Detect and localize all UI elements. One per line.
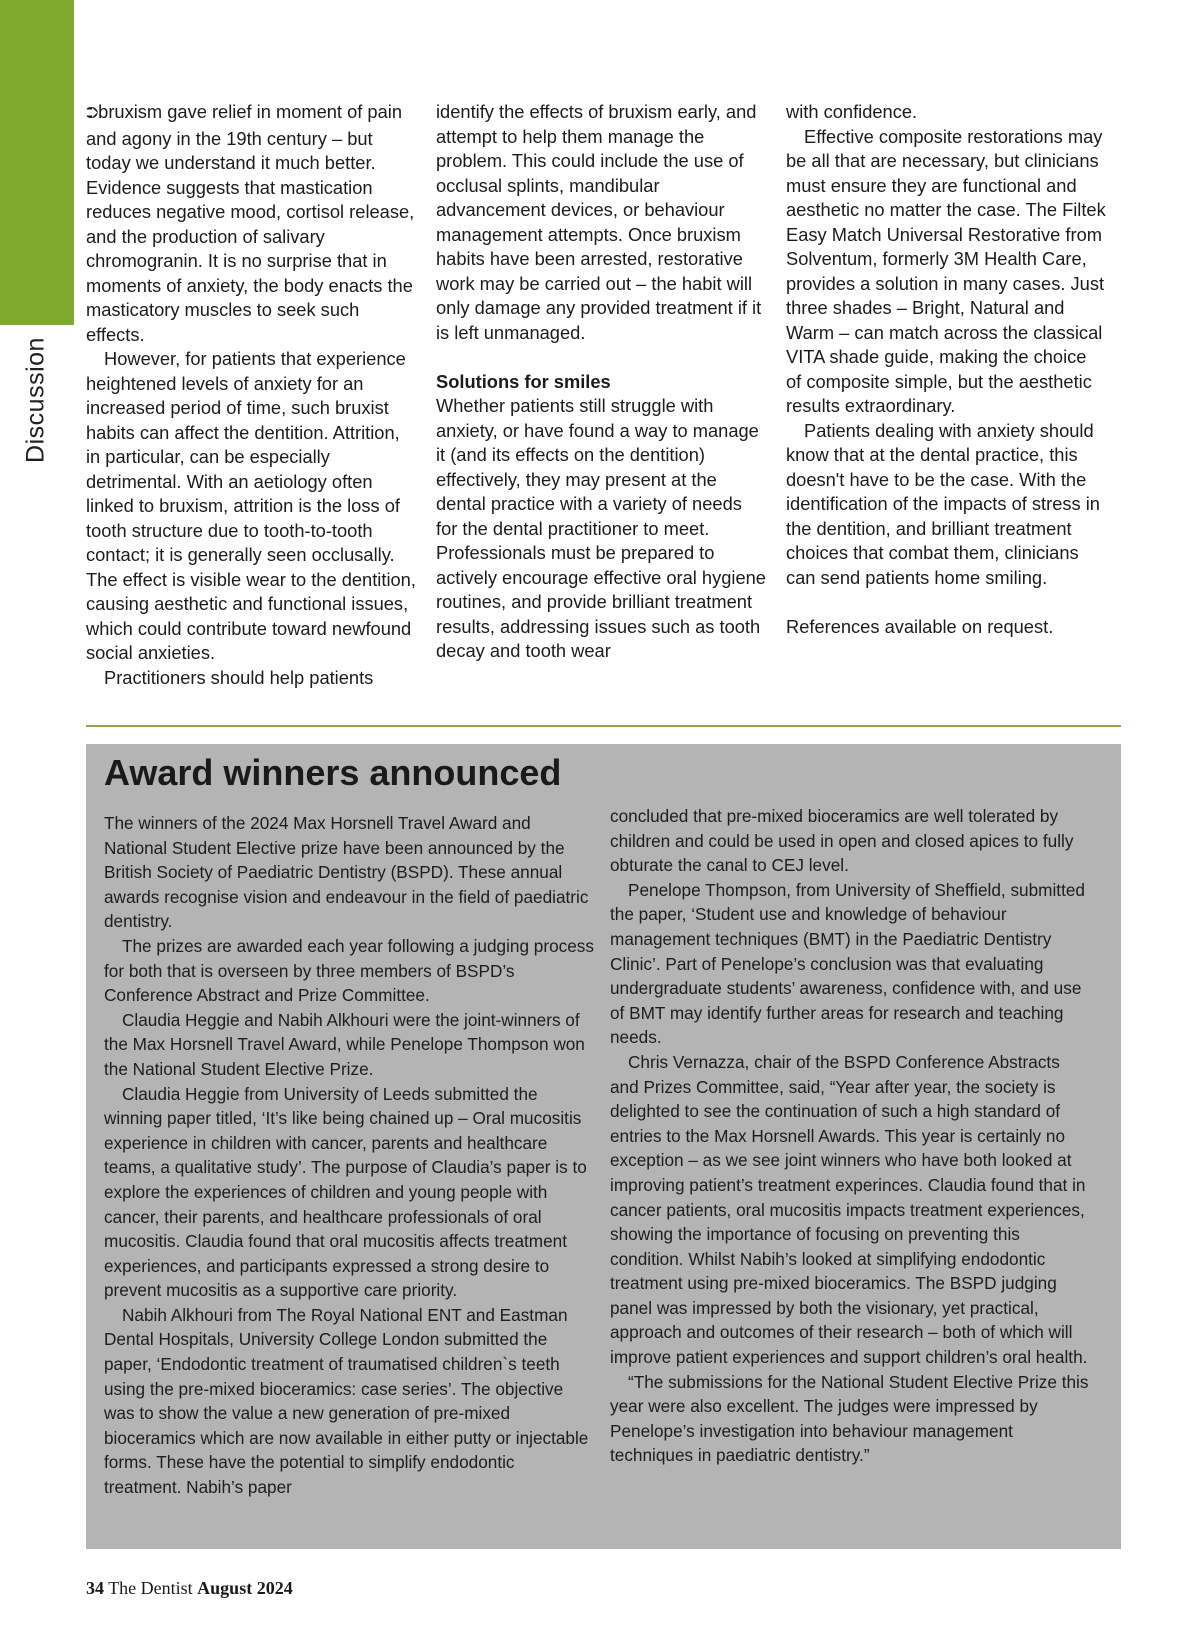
article-column-3	[786, 100, 1106, 639]
box-right-paragraph-3: Chris Vernazza, chair of the BSPD Conference Abstracts and Prizes Committee, said, “Year after year, the society is delighted to see the continuation of such a high standard of entries to the Max Horsnell Awards. This year is certainly no exception – as we see joint winners who have both looked at improving patient’s treatment experinces. Claudia found that in cancer patients, oral mucositis impacts treatment experiences, showing the importance of focusing on preventing this condition. Whilst Nabih’s looked at simplifying endodontic treatment using pre-mixed bioceramics. The BSPD judging panel was impressed by both the visionary, yet practical, approach and outcomes of their research – both of which will improve patient experiences and support children’s oral health.	[610, 1051, 1088, 1368]
publication-name: The Dentist	[108, 1578, 193, 1598]
article-column-2	[436, 100, 766, 664]
section-divider	[86, 725, 1121, 727]
box-left-paragraph-4: Claudia Heggie from University of Leeds submitted the winning paper titled, ‘It’s like being chained up – Oral mucositis experience in children with cancer, parents and healthcare teams, a qualitative study’. The purpose of Claudia’s paper is to explore the experiences of children and young people with cancer, their parents, and healthcare professionals of oral mucositis. Claudia found that oral mucositis affects treatment experiences, and participants expressed a strong desire to prevent mucositis as a supportive care priority.	[104, 1083, 587, 1301]
column1-paragraph-2: However, for patients that experience heightened levels of anxiety for an increased period of time, such bruxist habits can affect the dentition. Attrition, in particular, can be especially detrimental. With an aetiology often linked to bruxism, attrition is the loss of tooth structure due to tooth-to-tooth contact; it is generally seen occlusally. The effect is visible wear to the dentition, causing aesthetic and functional issues, which could contribute toward newfound social anxieties.	[86, 348, 416, 663]
column1-paragraph-3: Practitioners should help patients	[104, 666, 374, 688]
award-news-box	[86, 744, 1121, 1549]
column3-paragraph-1: with confidence.	[786, 101, 918, 122]
box-right-paragraph-2: Penelope Thompson, from University of Sheffield, submitted the paper, ‘Student use and knowledge of behaviour management techniques (BMT) in the Paediatric Dentistry Clinic’. Part of Penelope’s conclusion was that evaluating undergraduate students’ awareness, confidence with, and use of BMT may identify further areas for research and teaching needs.	[610, 879, 1085, 1048]
section-label: Discussion	[21, 337, 50, 463]
column3-paragraph-3: Patients dealing with anxiety should know that at the dental practice, this doesn't have to be the case. With the identification of the impacts of stress in the dentition, and brilliant treatment choices that combat them, clinicians can send patients home smiling.	[786, 419, 1100, 588]
issue-date: August 2024	[197, 1578, 293, 1598]
box-left-paragraph-5: Nabih Alkhouri from The Royal National ENT and Eastman Dental Hospitals, University College London submitted the paper, ‘Endodontic treatment of traumatised children`s teeth using the pre-mixed bioceramics: case series’. The objective was to show the value a new generation of pre-mixed bioceramics which are now available in either putty or injectable forms. These have the potential to simplify endodontic treatment. Nabih’s paper	[104, 1304, 589, 1498]
box-left-paragraph-3: Claudia Heggie and Nabih Alkhouri were the joint-winners of the Max Horsnell Travel Award, while Penelope Thompson won the National Student Elective Prize.	[104, 1009, 585, 1079]
section-color-bar	[0, 0, 74, 325]
box-column-left	[104, 811, 594, 1500]
box-right-paragraph-1: concluded that pre-mixed bioceramics are well tolerated by children and could be used in open and closed apices to fully obturate the canal to CEJ level.	[610, 806, 1074, 876]
column2-paragraph-2: Whether patients still struggle with anxiety, or have found a way to manage it (and its effects on the dentition) effectively, they may present at the dental practice with a variety of needs for the dental practitioner to meet. Professionals must be prepared to actively encourage effective oral hygiene routines, and provide brilliant treatment results, addressing issues such as tooth decay and tooth wear	[436, 395, 766, 661]
subheading: Solutions for smiles	[436, 370, 611, 392]
column3-paragraph-2: Effective composite restorations may be all that are necessary, but clinicians must ensure they are functional and aesthetic no matter the case. The Filtek Easy Match Universal Restorative from Solventum, formerly 3M Health Care, provides a solution in many cases. Just three shades – Bright, Natural and Warm – can match across the classical VITA shade guide, making the choice of composite simple, but the aesthetic results extraordinary.	[786, 125, 1106, 416]
column2-paragraph-1: identify the effects of bruxism early, and attempt to help them manage the problem. This could include the use of occlusal splints, mandibular advancement devices, or behaviour management attempts. Once bruxism habits have been arrested, restorative work may be carried out – the habit will only damage any provided treatment if it is left unmanaged.	[436, 101, 762, 343]
page-footer	[86, 1578, 293, 1599]
page-number: 34	[86, 1578, 104, 1598]
box-column-right	[610, 804, 1090, 1468]
box-left-paragraph-1: The winners of the 2024 Max Horsnell Travel Award and National Student Elective prize have been announced by the British Society of Paediatric Dentistry (BSPD). These annual awards recognise vision and endeavour in the field of paediatric dentistry.	[104, 813, 589, 932]
references-note: References available on request.	[786, 615, 1054, 637]
box-right-paragraph-4: “The submissions for the National Student Elective Prize this year were also excellent. The judges were impressed by Penelope’s investigation into behaviour management techniques in paediatric dentistry.”	[610, 1371, 1089, 1466]
article-column-1	[86, 100, 416, 690]
box-left-paragraph-2: The prizes are awarded each year following a judging process for both that is overseen by three members of BSPD’s Conference Abstract and Prize Committee.	[104, 935, 594, 1006]
box-title: Award winners announced	[104, 752, 562, 793]
continuation-arrow-icon: ⮊	[86, 105, 99, 122]
column1-paragraph-1: ⮊bruxism gave relief in moment of pain and agony in the 19th century – but today we understand it much better. Evidence suggests that mastication reduces negative mood, cortisol release, and the production of salivary chromogranin. It is no surprise that in moments of anxiety, the body enacts the masticatory muscles to seek such effects.	[86, 101, 415, 345]
